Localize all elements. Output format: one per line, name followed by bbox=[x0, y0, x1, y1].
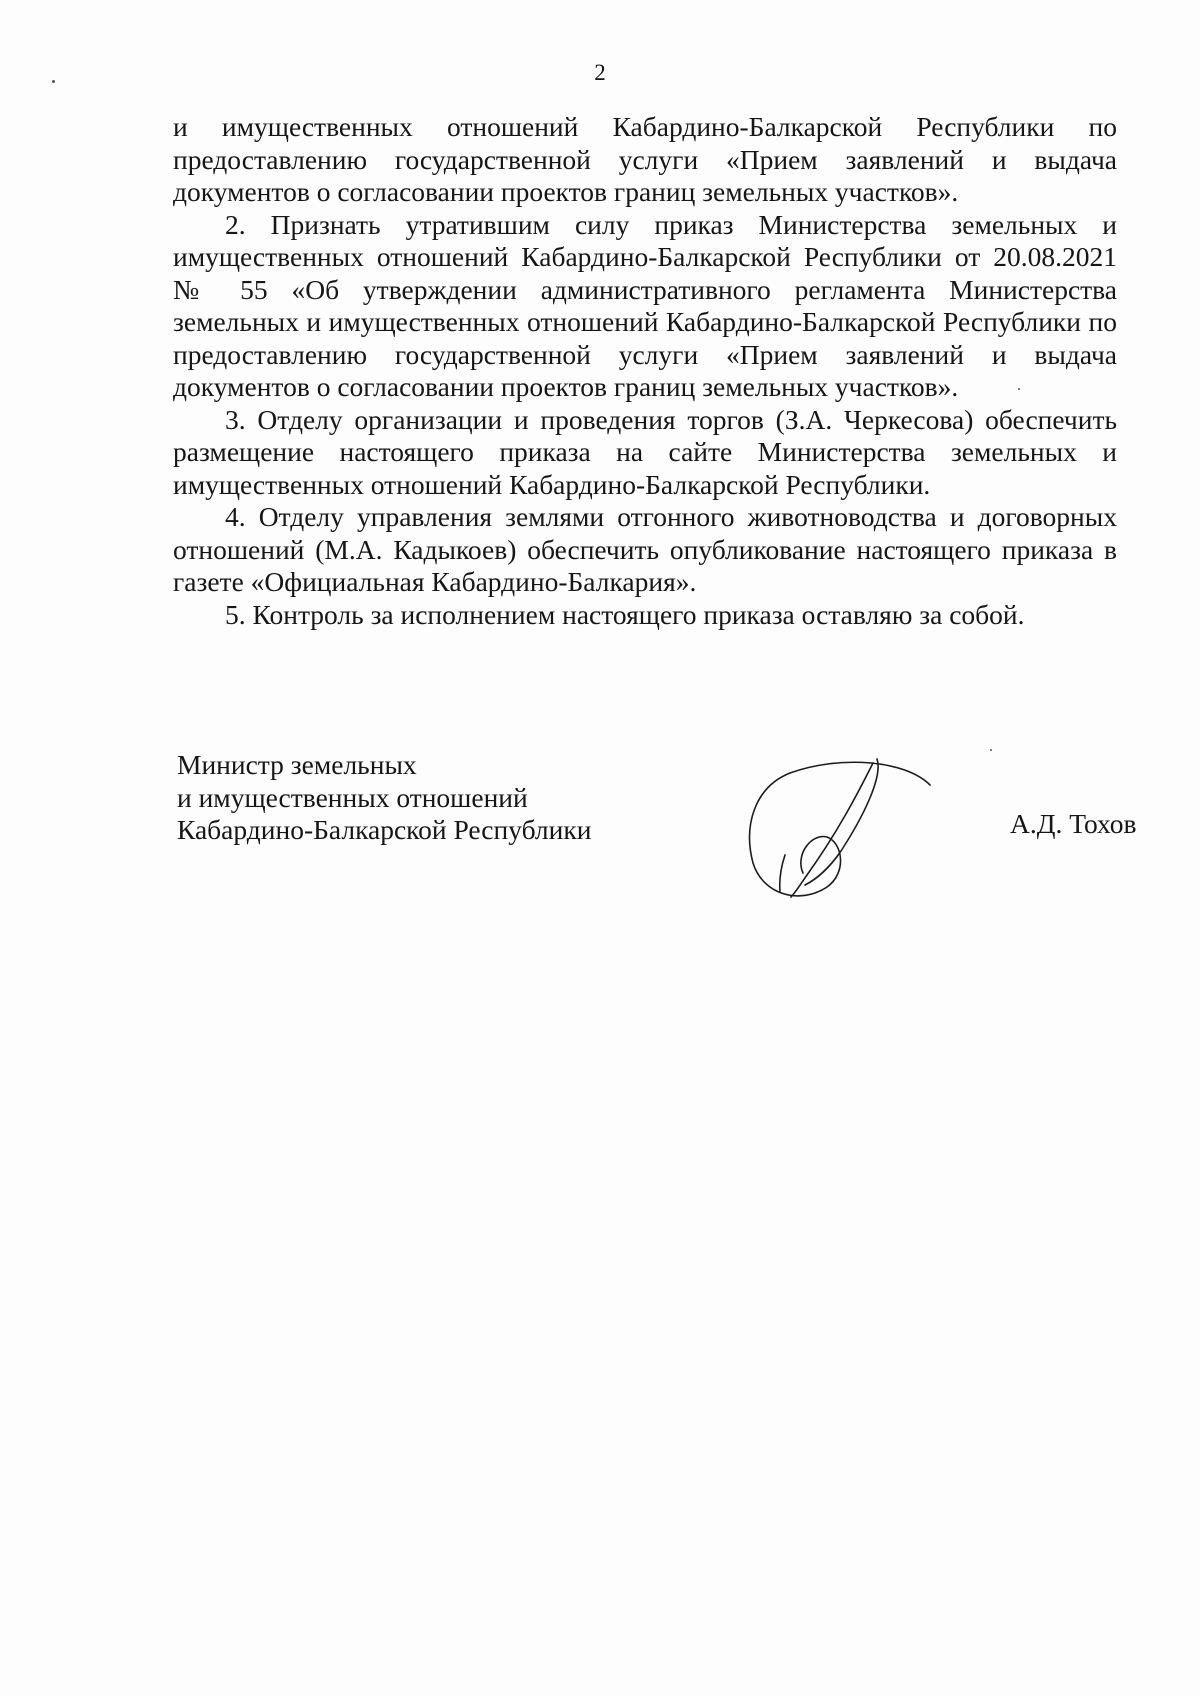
page-number: 2 bbox=[594, 60, 606, 85]
signer-name: А.Д. Тохов bbox=[1010, 808, 1137, 839]
paragraph-item-5: 5. Контроль за исполнением настоящего приказа оставляю за собой. bbox=[225, 598, 1025, 630]
paragraph-item-4: 4. Отделу управления землями отгонного животноводства и договорных отношений (М.А. Кадыкоев) обеспечить опубликование настоящего приказа в газете «Официальная Кабардино-Балкария». bbox=[173, 501, 1117, 597]
handwritten-signature bbox=[745, 755, 945, 905]
scan-speck bbox=[990, 749, 992, 751]
signatory-position bbox=[177, 749, 697, 847]
paragraph-continuation: и имущественных отношений Кабардино-Балкарской Республики по предоставлению государственной услуги «Прием заявлений и выдача документов о согласовании проектов границ земельных участков». bbox=[173, 111, 1117, 207]
order-body bbox=[173, 111, 1117, 631]
position-line-2: и имущественных отношений bbox=[177, 781, 528, 813]
scan-speck bbox=[52, 80, 55, 83]
paragraph-item-3: 3. Отделу организации и проведения торгов (З.А. Черкесова) обеспечить размещение настоящего приказа на сайте Министерства земельных и имущественных отношений Кабардино-Балкарской Республики. bbox=[173, 403, 1117, 500]
position-line-3: Кабардино-Балкарской Республики bbox=[177, 814, 592, 845]
scan-speck bbox=[1018, 388, 1020, 390]
paragraph-item-2: 2. Признать утратившим силу приказ Министерства земельных и имущественных отношений Кабардино-Балкарской Республики от 20.08.2021 № 55 «Об утверждении административного регламента Министерства земельных и имущественных отношений Кабардино-Балкарской Республики по предоставлению государственной услуги «Прием заявлений и выдача документов о согласовании проектов границ земельных участков». bbox=[173, 208, 1117, 402]
position-line-1: Министр земельных bbox=[177, 749, 417, 780]
